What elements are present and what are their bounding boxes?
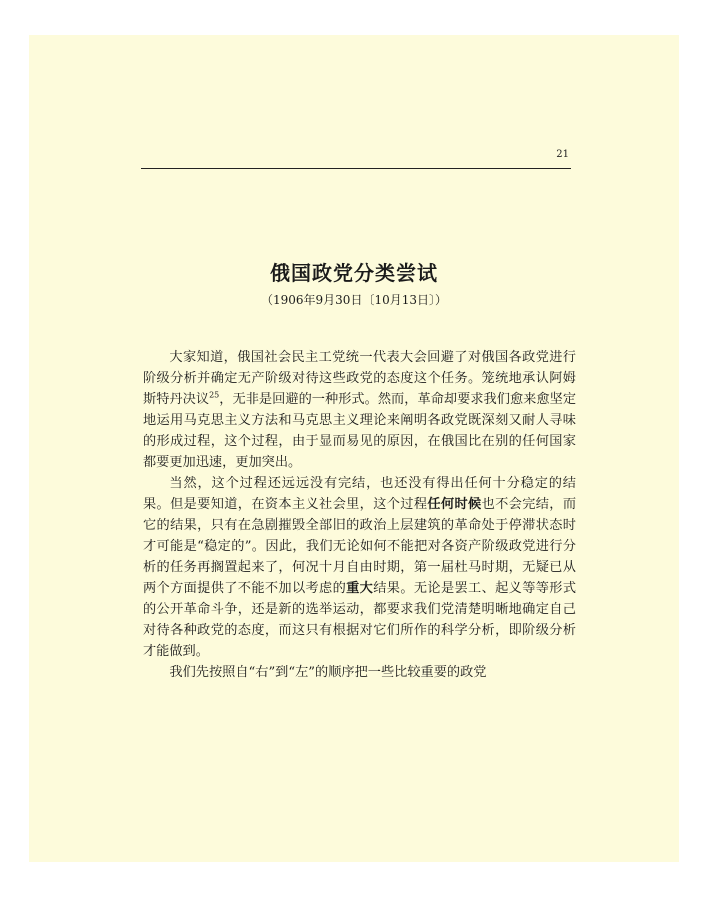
article-title: 俄国政党分类尝试 [270, 261, 438, 285]
paragraph-2-text-a: 当然，这个过程还远远没有完结，也还没有得出任何十分稳定的结果。但是要知道，在资本主义社会里，这个过程 [143, 476, 576, 512]
paragraph-2 [143, 473, 576, 662]
footnote-marker[interactable]: 25 [209, 390, 220, 400]
header-rule [141, 168, 571, 169]
paragraph-2-text-c: 结果。无论是罢工、起义等等形式的公开革命斗争，还是新的选举运动，都要求我们党清楚明晰地确定自己对待各种政党的态度，而这只有根据对它们所作的科学分析，即阶级分析才能做到。 [143, 581, 577, 659]
article-body [143, 347, 576, 683]
paragraph-3 [143, 662, 576, 683]
paragraph-1 [143, 347, 576, 473]
paragraph-3-text: 我们先按照自“右”到“左”的顺序把一些比较重要的政党 [169, 665, 487, 680]
emphasis-text: 重大 [346, 581, 374, 596]
article-date: （1906年9月30日〔10月13日〕） [261, 293, 447, 307]
paragraph-1-text-b: ，无非是回避的一种形式。然而，革命却要求我们愈来愈坚定地运用马克思主义方法和马克思主义理论来阐明各政党既深刻又耐人寻味的形成过程，这个过程，由于显而易见的原因，在俄国比在别的任何国家都要更加迅速，更加突出。 [143, 392, 577, 470]
paragraph-2-text-b: 也不会完结，而它的结果，只有在急剧摧毁全部旧的政治上层建筑的革命处于停滞状态时才可能是“稳定的”。因此，我们无论如何不能把对各资产阶级政党进行分析的任务再搁置起来了，何况十月自由时期，第一届杜马时期，无疑已从两个方面提供了不能不加以考虑的 [143, 497, 577, 596]
emphasis-text: 任何时候 [427, 497, 482, 512]
book-page [29, 35, 679, 862]
paragraph-1-text-a: 大家知道，俄国社会民主工党统一代表大会回避了对俄国各政党进行阶级分析并确定无产阶级对待这些政党的态度这个任务。笼统地承认阿姆斯特丹决议 [143, 350, 576, 407]
page-number: 21 [556, 149, 569, 160]
